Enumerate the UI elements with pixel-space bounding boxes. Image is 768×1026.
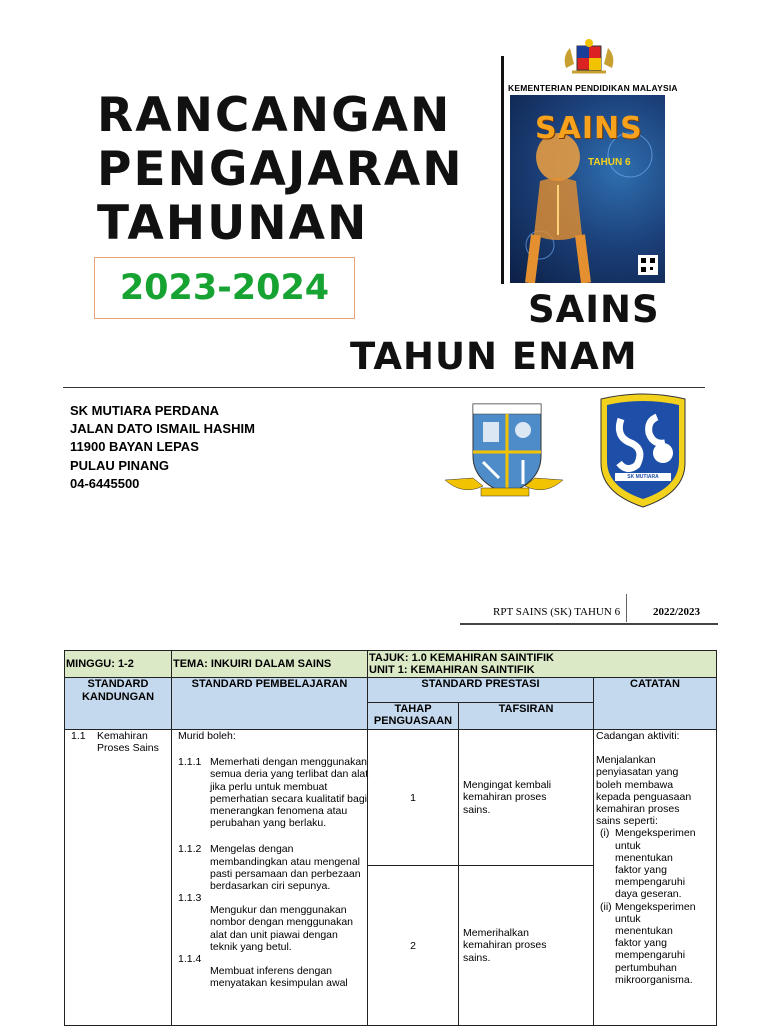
header-standard-prestasi: STANDARD PRESTASI bbox=[368, 678, 594, 703]
ministry-name: KEMENTERIAN PENDIDIKAN MALAYSIA bbox=[508, 83, 678, 93]
catatan-item: (ii) Mengeksperimen untuk menentukan faktor yang mempengaruhi pertumbuhan mikroorganisma. bbox=[600, 900, 696, 986]
school-crest-icon bbox=[443, 400, 565, 507]
unit-label: UNIT 1: KEMAHIRAN SAINTIFIK bbox=[369, 664, 535, 676]
sp-item: 1.1.1 Memerhati dengan menggunakan semua deria yang terlibat dan alat jika perlu untuk membuat pemerhatian secara kualitatif bagi menerangkan fenomena atau perubahan yang berlaku. bbox=[178, 756, 369, 830]
book-subtitle: TAHUN 6 bbox=[588, 157, 631, 168]
header-standard-pembelajaran: STANDARD PEMBELAJARAN bbox=[172, 678, 368, 730]
catatan-body: Menjalankan penyiasatan yang boleh membawa kepada penguasaan kemahiran proses sains seperti: bbox=[596, 754, 692, 828]
minggu-cell bbox=[65, 651, 172, 678]
title-line-2: PENGAJARAN bbox=[97, 142, 464, 197]
title-line-3: TAHUNAN bbox=[97, 196, 369, 251]
school-address bbox=[70, 402, 255, 493]
school-address-line: JALAN DATO ISMAIL HASHIM bbox=[70, 421, 255, 437]
minggu-label: MINGGU: 1-2 bbox=[66, 658, 134, 670]
school-address-line: PULAU PINANG bbox=[70, 457, 169, 473]
subject-title: SAINS bbox=[528, 288, 660, 331]
year-box bbox=[94, 257, 355, 319]
catatan-cell bbox=[594, 730, 717, 1026]
year-text: 2023-2024 bbox=[119, 268, 330, 308]
book-cover bbox=[510, 95, 665, 283]
cover-divider bbox=[501, 56, 504, 284]
school-address-line: 11900 BAYAN LEPAS bbox=[70, 439, 199, 455]
badge-text: SK MUTIARA PERDANA bbox=[627, 474, 659, 488]
tajuk-cell bbox=[368, 651, 717, 678]
standard-pembelajaran-cell bbox=[172, 730, 368, 1026]
catatan-item: (i) Mengeksperimen untuk menentukan faktor yang mempengaruhi daya geseran. bbox=[600, 827, 696, 901]
catatan-intro: Cadangan aktiviti: bbox=[596, 730, 680, 742]
book-title: SAINS bbox=[535, 111, 643, 146]
tafsiran-cell bbox=[459, 730, 594, 866]
tp-level-cell bbox=[368, 730, 459, 866]
tp-level-cell bbox=[368, 866, 459, 1026]
sk-number: 1.1 bbox=[71, 730, 86, 742]
tema-label: TEMA: INKUIRI DALAM SAINS bbox=[173, 658, 332, 670]
sp-item: 1.1.2 Mengelas dengan membandingkan atau mengenal pasti persamaan dan perbezaan berdasarkan ciri sepunya. bbox=[178, 843, 361, 893]
tp-level: 1 bbox=[410, 791, 416, 804]
tp-level: 2 bbox=[410, 939, 416, 952]
school-address-line: 04-6445500 bbox=[70, 475, 140, 491]
tema-cell bbox=[172, 651, 368, 678]
header-tafsiran: TAFSIRAN bbox=[459, 703, 594, 730]
rpt-table bbox=[64, 650, 717, 1026]
rpt-label: RPT SAINS (SK) TAHUN 6 bbox=[493, 606, 621, 618]
sp-intro: Murid boleh: bbox=[178, 730, 236, 742]
tajuk-label: TAJUK: 1.0 KEMAHIRAN SAINTIFIK bbox=[369, 652, 554, 664]
cover-rule bbox=[63, 387, 705, 388]
rpt-year: 2022/2023 bbox=[653, 606, 701, 618]
sp-item: 1.1.3 Mengukur dan menggunakan nombor dengan menggunakan alat dan unit piawai dengan teknik yang betul. bbox=[178, 892, 354, 953]
header-tahap-penguasaan: TAHAP PENGUASAAN bbox=[368, 703, 459, 730]
standard-kandungan-cell bbox=[65, 730, 172, 1026]
header-catatan: CATATAN bbox=[594, 678, 717, 730]
tafsiran-cell bbox=[459, 866, 594, 1026]
title-line-1: RANCANGAN bbox=[97, 88, 452, 143]
rpt-divider bbox=[626, 594, 627, 622]
tafsiran-text: Memerihalkan kemahiran proses sains. bbox=[463, 927, 547, 964]
header-standard-kandungan: STANDARD KANDUNGAN bbox=[65, 678, 172, 730]
school-address-line: SK MUTIARA PERDANA bbox=[70, 403, 220, 418]
sp-item: 1.1.4 Membuat inferens dengan menyatakan kesimpulan awal bbox=[178, 953, 348, 990]
ministry-crest-icon bbox=[560, 38, 618, 85]
tafsiran-text: Mengingat kembali kemahiran proses sains. bbox=[463, 779, 552, 816]
rpt-rule bbox=[460, 623, 718, 625]
level-title: TAHUN ENAM bbox=[350, 335, 638, 378]
school-badge-icon bbox=[597, 393, 689, 516]
sk-text: Kemahiran Proses Sains bbox=[97, 730, 159, 755]
